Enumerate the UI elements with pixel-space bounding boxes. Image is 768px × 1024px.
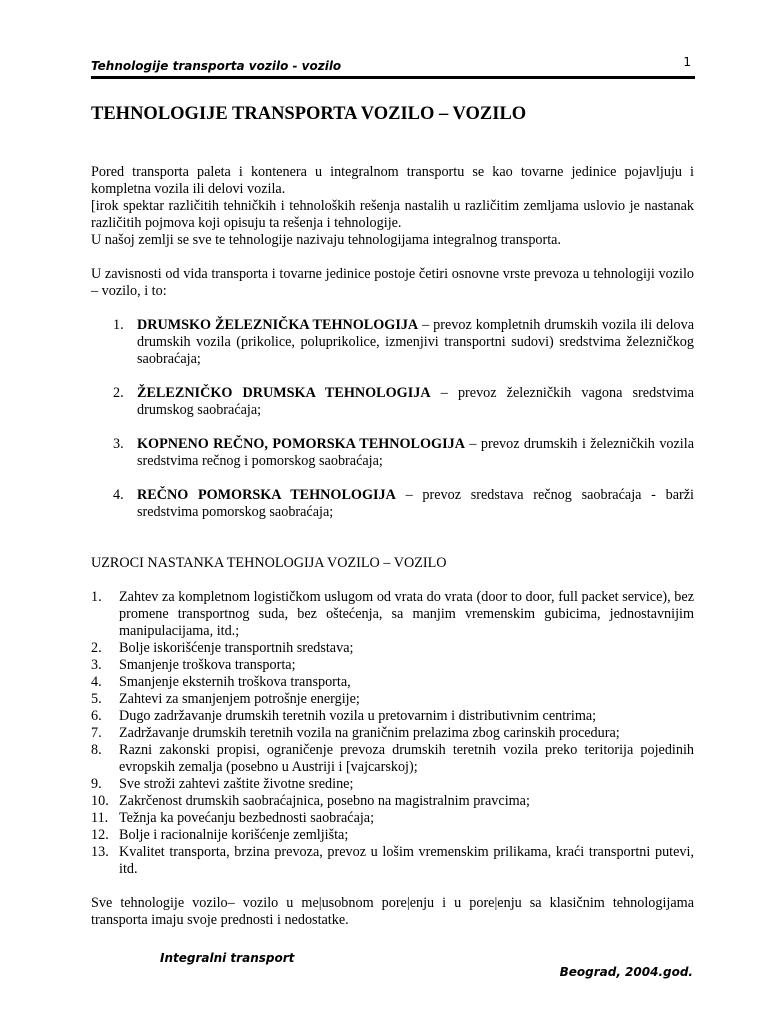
document-title: TEHNOLOGIJE TRANSPORTA VOZILO – VOZILO [91, 104, 527, 124]
cause-number: 2. [91, 640, 102, 656]
cause-text: Zadržavanje drumskih teretnih vozila na graničnim prelazima zbog carinskih procedura; [119, 725, 620, 741]
technology-description: – prevoz sredstava rečnog saobraćaja - barži sredstvima pomorskog saobraćaja; [137, 487, 694, 520]
intro-line-2: [irok spektar različitih tehničkih i tehnoloških rešenja nastalih u različitim zemljama uslovio je nastanak različitih pojmova koji opisuju ta rešenja i tehnologije. [91, 198, 694, 231]
technology-number: 3. [113, 436, 124, 452]
technology-item [91, 317, 694, 368]
technology-number: 1. [113, 317, 124, 333]
cause-number: 9. [91, 776, 102, 792]
cause-item [91, 691, 694, 708]
cause-text: Zahtev za kompletnom logističkom uslugom od vrata do vrata (door to door, full packet service), bez promene transportnog suda, bez oštećenja, sa manjim vremenskim gubicima, jednostavnijim manipulacijama, itd.; [119, 589, 694, 639]
technology-name: REČNO POMORSKA TEHNOLOGIJA [137, 487, 396, 503]
technology-item [91, 487, 694, 521]
cause-text: Razni zakonski propisi, ograničenje prevoza drumskih teretnih vozila preko teritorija pojedinih evropskih zemalja (posebno u Austriji i [vajcarskoj); [119, 742, 694, 775]
cause-item [91, 657, 694, 674]
technology-number: 2. [113, 385, 124, 401]
intro-line-3: U našoj zemlji se sve te tehnologije nazivaju tehnologijama integralnog transporta. [91, 232, 562, 248]
cause-item [91, 827, 694, 844]
cause-text: Smanjenje eksternih troškova transporta, [119, 674, 351, 690]
cause-number: 5. [91, 691, 102, 707]
technology-name: ŽELEZNIČKO DRUMSKA TEHNOLOGIJA [137, 385, 431, 401]
cause-item [91, 589, 694, 640]
causes-heading: UZROCI NASTANKA TEHNOLOGIJA VOZILO – VOZILO [91, 555, 447, 571]
cause-number: 4. [91, 674, 102, 690]
cause-item [91, 810, 694, 827]
cause-number: 6. [91, 708, 102, 724]
intro-line-1: Pored transporta paleta i kontenera u integralnom transportu se kao tovarne jedinice pojavljuju i kompletna vozila ili delovi vozila. [91, 164, 694, 197]
technology-number: 4. [113, 487, 124, 503]
cause-number: 1. [91, 589, 102, 605]
cause-number: 3. [91, 657, 102, 673]
cause-number: 7. [91, 725, 102, 741]
technology-description: – prevoz železničkih vagona sredstvima drumskog saobraćaja; [137, 385, 694, 418]
cause-item [91, 742, 694, 776]
cause-item [91, 674, 694, 691]
cause-text: Kvalitet transporta, brzina prevoza, prevoz u lošim vremenskim prilikama, kraći transportni putevi, itd. [119, 844, 694, 877]
closing-paragraph: Sve tehnologije vozilo– vozilo u me|usobnom pore|enju i u pore|enju sa klasičnim tehnologijama transporta imaju svoje prednosti i nedostatke. [91, 895, 694, 928]
footer-place-date: Beograd, 2004.god. [559, 965, 693, 979]
cause-text: Zakrčenost drumskih saobraćajnica, posebno na magistralnim pravcima; [119, 793, 530, 809]
cause-text: Težnja ka povećanju bezbednosti saobraćaja; [119, 810, 375, 826]
cause-item [91, 708, 694, 725]
cause-item [91, 793, 694, 810]
document-body [91, 164, 694, 929]
technology-name: DRUMSKO ŽELEZNIČKA TEHNOLOGIJA [137, 317, 419, 333]
cause-item [91, 640, 694, 657]
cause-text: Sve stroži zahtevi zaštite životne sredine; [119, 776, 354, 792]
running-header [91, 55, 695, 79]
technology-name: KOPNENO REČNO, POMORSKA TEHNOLOGIJA [137, 436, 465, 452]
causes-list [91, 589, 694, 878]
cause-text: Zahtevi za smanjenjem potrošnje energije; [119, 691, 360, 707]
cause-number: 8. [91, 742, 102, 758]
technology-list [91, 317, 694, 521]
cause-number: 10. [91, 793, 109, 809]
types-paragraph: U zavisnosti od vida transporta i tovarne jedinice postoje četiri osnovne vrste prevoza u tehnologiji vozilo – vozilo, i to: [91, 266, 694, 299]
cause-text: Bolje iskorišćenje transportnih sredstava; [119, 640, 354, 656]
cause-item [91, 844, 694, 878]
intro-paragraph [91, 164, 694, 249]
cause-text: Dugo zadržavanje drumskih teretnih vozila u pretovarnim i distributivnim centrima; [119, 708, 597, 724]
header-title: Tehnologije transporta vozilo - vozilo [91, 59, 342, 73]
cause-text: Smanjenje troškova transporta; [119, 657, 296, 673]
page-number: 1 [683, 55, 691, 69]
cause-number: 13. [91, 844, 109, 860]
technology-description: – prevoz drumskih i železničkih vozila sredstvima rečnog i pomorskog saobraćaja; [137, 436, 694, 469]
technology-description: – prevoz kompletnih drumskih vozila ili delova drumskih vozila (prikolice, poluprikolice, izmenjivi transportni sudovi) sredstvima železničkog saobraćaja; [137, 317, 695, 367]
technology-item [91, 385, 694, 419]
cause-text: Bolje i racionalnije korišćenje zemljišta; [119, 827, 349, 843]
cause-number: 12. [91, 827, 109, 843]
cause-item [91, 725, 694, 742]
technology-item [91, 436, 694, 470]
cause-number: 11. [91, 810, 109, 826]
cause-item [91, 776, 694, 793]
footer-course-title: Integralni transport [160, 951, 295, 965]
